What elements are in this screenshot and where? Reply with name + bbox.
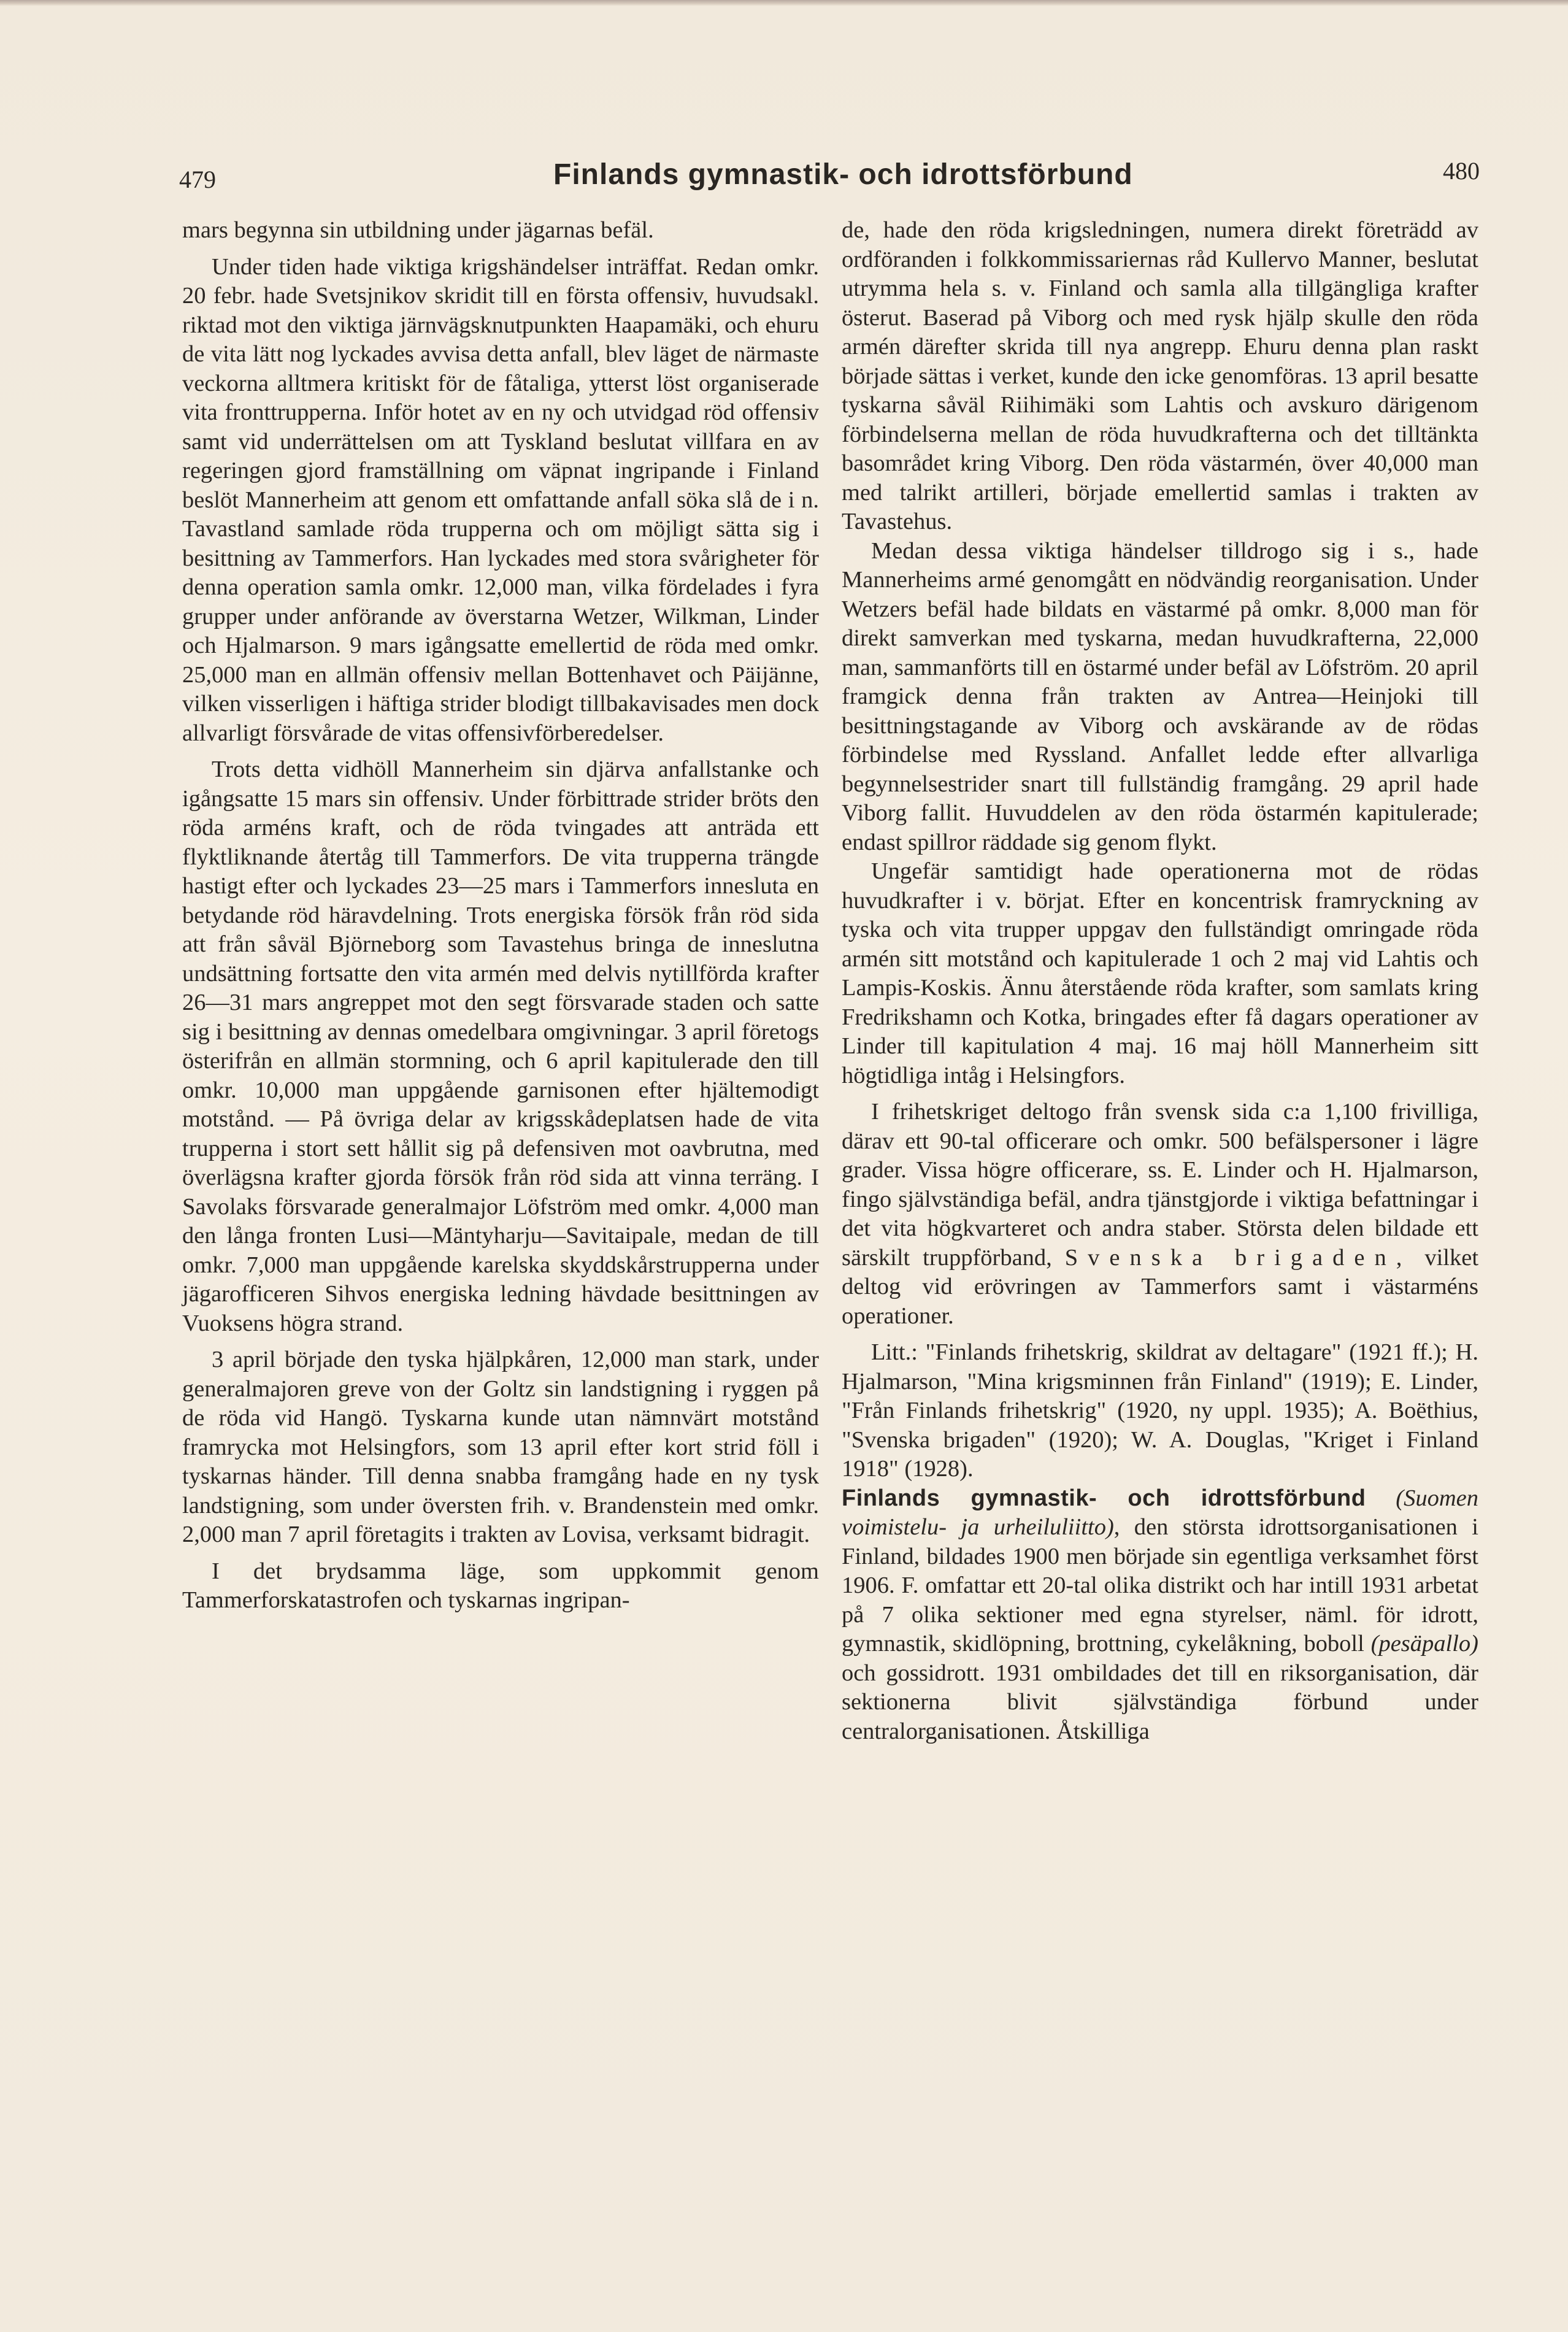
left-column — [182, 216, 819, 1615]
right-paragraph-3: Ungefär samtidigt hade operationerna mot de rödas huvudkrafter i v. börjat. Efter en koncentrisk framryckning av tyska och vita trupper uppgav den fullständigt omringade röda armén sitt motstånd och kapitulerade 1 och 2 maj vid Lahtis och Lampis-Koskis. Ännu återstående röda krafter, som samlats kring Fredrikshamn och Kotka, bringades efter få dagars operationer av Linder till kapitulation 4 maj. 16 maj höll Mannerheim sitt högtidliga intåg i Helsingfors. — [842, 858, 1478, 1088]
page-number-left: 479 — [179, 166, 216, 193]
left-paragraph-4: 3 april började den tyska hjälpkåren, 12,000 man stark, under generalmajoren greve von der Goltz sin landstigning i ryggen på de röda vid Hangö. Tyskarna kunde utan nämnvärt motstånd framrycka mot Helsingfors, som 13 april efter kort strid föll i tyskarnas händer. Till denna snabba framgång hade en ny tysk landstigning, som under översten frih. v. Brandenstein med omkr. 2,000 man 7 april företagits i trakten av Lovisa, verksamt bidragit. — [182, 1347, 819, 1547]
right-paragraph-4-text: I frihetskriget deltogo från svensk sida c:a 1,100 frivilliga, därav ett 90-tal officerare och omkr. 500 befälspersoner i lägre grader. Vissa högre officerare, ss. E. Linder och H. Hjalmarson, fingo självständiga befäl, andra tjänstgjorde i viktiga befattningar i det vita högkvarteret och andra staber. Största delen bildade ett särskilt truppförband, — [842, 1099, 1478, 1271]
entry-headword: Finlands gymnastik- och idrottsförbund — [842, 1485, 1366, 1511]
running-title: Finlands gymnastik- och idrottsförbund — [553, 158, 1133, 191]
literature-references: Litt.: "Finlands frihetskrig, skildrat av deltagare" (1921 ff.); H. Hjalmarson, "Mina krigsminnen från Finland" (1919); E. Linder, "Från Finlands frihetskrig" (1920, ny uppl. 1935); A. Boëthius, "Svenska brigaden" (1920); W. A. Douglas, "Kriget i Finland 1918" (1928). — [842, 1339, 1478, 1482]
right-paragraph-2: Medan dessa viktiga händelser tilldrogo sig i s., hade Mannerheims armé genomgått en nödvändig reorganisation. Under Wetzers befäl hade bildats en västarmé på omkr. 8,000 man för direkt samverkan med tyskarna, medan huvudkrafterna, 22,000 man, sammanförts till en östarmé under befäl av Löfström. 20 april framgick denna från trakten av Antrea—Heinjoki till besittningstagande av Viborg och avskärande av de rödas förbindelse med Ryssland. Anfallet ledde efter allvarliga begynnelsestrider snart till fullständig framgång. 29 april hade Viborg fallit. Huvuddelen av den röda östarmén kapitulerade; endast spillror räddade sig genom flykt. — [842, 537, 1478, 855]
running-header — [167, 156, 1480, 206]
svenska-brigaden-spaced: Svenska brigaden, — [1064, 1244, 1412, 1271]
left-paragraph-5: I det brydsamma läge, som uppkommit genom Tammerforskatastrofen och tyskarnas ingripan- — [182, 1558, 819, 1613]
page-top-edge — [0, 0, 1568, 6]
entry-body-1: , den största idrottsorganisationen i Finland, bildades 1900 men började sin egentliga verksamhet först 1906. F. omfattar ett 20-tal olika distrikt och har intill 1931 arbetat på 7 olika sektioner med egna styrelser, näml. för idrott, gymnastik, skidlöpning, brottning, cykelåkning, boboll — [842, 1514, 1478, 1657]
right-column — [842, 216, 1478, 1746]
right-paragraph-1: de, hade den röda krigsledningen, numera direkt företrädd av ordföranden i folkkommissariernas råd Kullervo Manner, beslutat utrymma hela s. v. Finland och samla alla tillgängliga krafter österut. Baserad på Viborg och med rysk hjälp skulle den röda armén därefter skrida till nya angrepp. Ehuru denna plan raskt började sättas i verket, kunde den icke genomföras. 13 april besatte tyskarna såväl Riihimäki som Lahtis och avskuro därigenom förbindelserna mellan de röda huvudkrafterna och det tilltänkta basområdet kring Viborg. Den röda västarmén, över 40,000 man med talrikt artilleri, började emellertid samlas i trakten av Tavastehus. — [842, 217, 1478, 534]
right-paragraph-4 — [842, 1098, 1478, 1331]
page-number-right: 480 — [1443, 157, 1480, 185]
right-paragraph-4-end: vilket deltog vid erövringen av Tammerfors samt i västarméns operationer. — [842, 1244, 1479, 1329]
left-paragraph-1: mars begynna sin utbildning under jägarnas befäl. — [182, 217, 654, 243]
entry-finnish-name: (Suomen voimistelu- ja urheiluliitto) — [842, 1485, 1478, 1540]
entry-pesapallo: (pesäpallo) — [1370, 1631, 1478, 1657]
encyclopedia-entry — [842, 1484, 1478, 1747]
entry-body-2: och gossidrott. 1931 ombildades det till en riksorganisation, där sektionerna blivit självständiga förbund under centralorganisationen. Åtskilliga — [842, 1660, 1478, 1744]
left-paragraph-2: Under tiden hade viktiga krigshändelser inträffat. Redan omkr. 20 febr. hade Svetsjnikov skridit till en första offensiv, huvudsakl. riktad mot den viktiga järnvägsknutpunkten Haapamäki, och ehuru de vita lätt nog lyckades avvisa detta anfall, blev läget de närmaste veckorna alltmera kritiskt för de fåtaliga, ytterst löst organiserade vita fronttrupperna. Inför hotet av en ny och utvidgad röd offensiv samt vid underrättelsen om att Tyskland beslutat villfara en av regeringen gjord framställning om väpnat ingripande i Finland beslöt Mannerheim att genom ett omfattande anfall söka slå de i n. Tavastland samlade röda trupperna och om möjligt sätta sig i besittning av Tammerfors. Han lyckades med stora svårigheter för denna operation samla omkr. 12,000 man, vilka fördelades i fyra grupper under anförande av överstarna Wetzer, Wilkman, Linder och Hjalmarson. 9 mars igångsatte emellertid de röda med omkr. 25,000 man en allmän offensiv mellan Bottenhavet och Päijänne, vilken visserligen i häftiga strider blodigt tillbakavisades men dock allvarligt försvårade de vitas offensivförberedelser. — [182, 253, 819, 746]
left-paragraph-3: Trots detta vidhöll Mannerheim sin djärva anfallstanke och igångsatte 15 mars sin offensiv. Under förbittrade strider bröts den röda arméns kraft, och de röda tvingades att anträda ett flyktliknande återtåg till Tammerfors. De vita trupperna trängde hastigt efter och lyckades 23—25 mars i Tammerfors innesluta en betydande röd häravdelning. Trots energiska försök från röd sida att från såväl Björneborg som Tavastehus bringa de inneslutna undsättning fortsatte den vita armén med delvis nytillförda krafter 26—31 mars angreppet mot den segt försvarade staden och satte sig i besittning av dennas omedelbara omgivningar. 3 april företogs österifrån en allmän stormning, och 6 april kapitulerade den till omkr. 10,000 man uppgående garnisonen efter hjältemodigt motstånd. — På övriga delar av krigsskådeplatsen hade de vita trupperna i stort sett hållit sig på defensiven mot oavbrutna, med överlägsna krafter gjorda försök från röd sida att vinna terräng. I Savolaks försvarade generalmajor Löfström med omkr. 4,000 man den långa fronten Lusi—Mäntyharju—Savitaipale, medan de till omkr. 7,000 man uppgående karelska skyddskårstrupperna under jägarofficeren Sihvos energiska ledning hävdade besittningen av Vuoksens högra strand. — [182, 756, 819, 1336]
